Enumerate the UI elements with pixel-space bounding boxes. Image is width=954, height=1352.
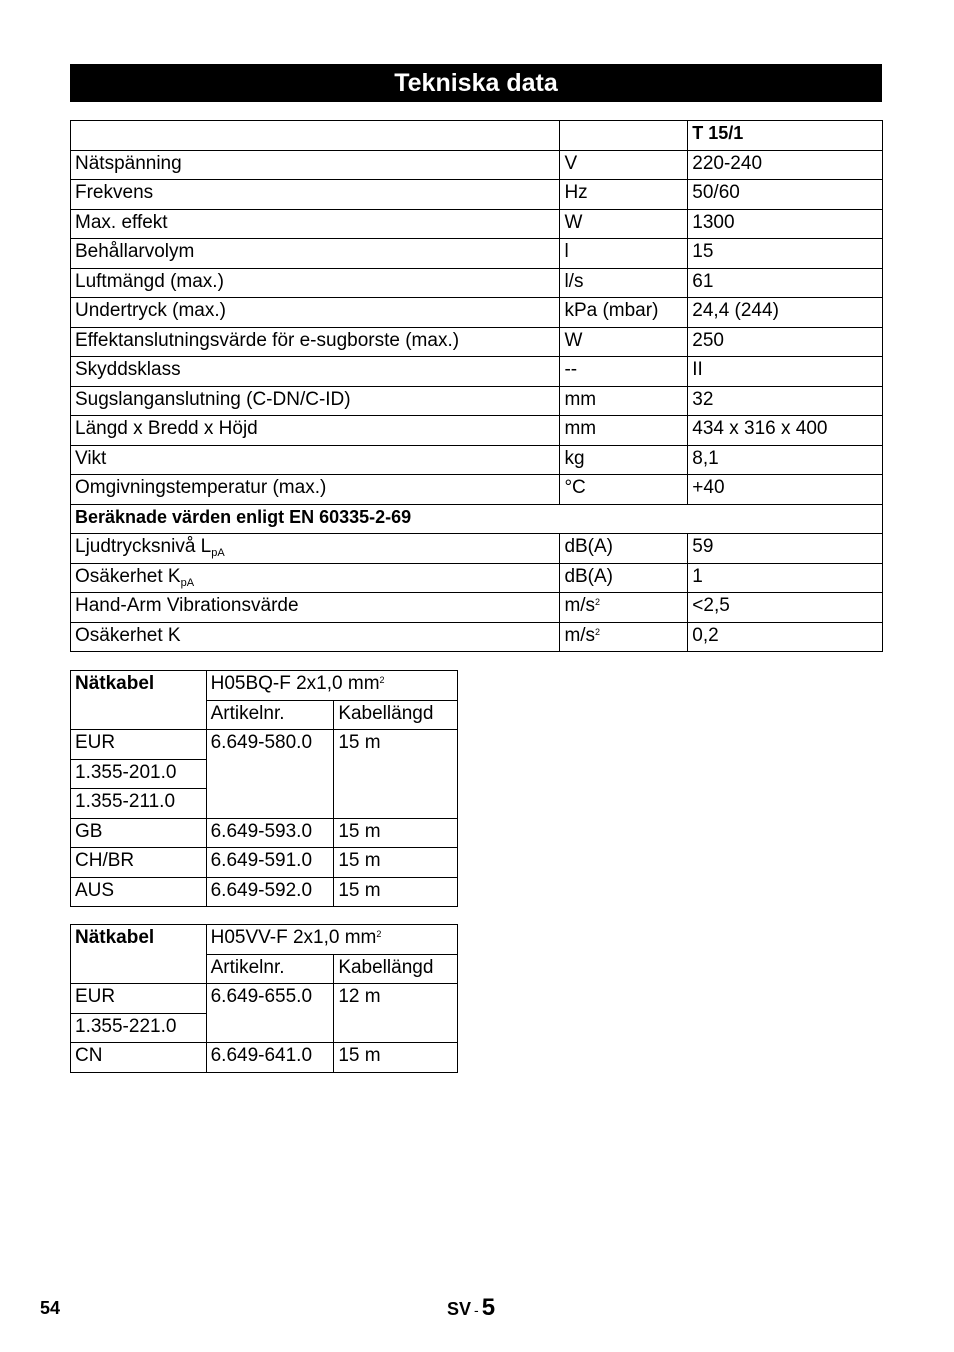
spec-row bbox=[71, 327, 883, 357]
cable-label: Nätkabel bbox=[71, 925, 207, 984]
cable-length: 15 m bbox=[334, 818, 458, 848]
table-row bbox=[71, 877, 458, 907]
spec-row bbox=[71, 386, 883, 416]
spec-value: 220-240 bbox=[688, 150, 883, 180]
power-cable-table-2 bbox=[70, 924, 458, 1073]
spec-value: 250 bbox=[688, 327, 883, 357]
cable-region: 1.355-221.0 bbox=[71, 1013, 207, 1043]
cable-region: GB bbox=[71, 818, 207, 848]
spec-header-empty bbox=[71, 121, 560, 151]
cable-article: 6.649-580.0 bbox=[206, 730, 334, 819]
cable-region: CN bbox=[71, 1043, 207, 1073]
measured-label: Hand-Arm Vibrationsvärde bbox=[71, 593, 560, 623]
spec-unit: -- bbox=[560, 357, 688, 387]
spec-unit: mm bbox=[560, 416, 688, 446]
spec-header-empty-unit bbox=[560, 121, 688, 151]
cable-type: H05BQ-F 2x1,0 $mm^2$ bbox=[206, 671, 457, 701]
spec-value: 32 bbox=[688, 386, 883, 416]
column-header-article: Artikelnr. bbox=[206, 700, 334, 730]
measured-value: 1 bbox=[688, 563, 883, 593]
spec-unit: kg bbox=[560, 445, 688, 475]
spec-unit: l bbox=[560, 239, 688, 269]
superscript: 2 bbox=[595, 626, 601, 637]
section-number: 5 bbox=[481, 1294, 496, 1321]
section-heading: Beräknade värden enligt EN 60335-2-69 bbox=[71, 504, 883, 534]
spec-unit: W bbox=[560, 209, 688, 239]
subscript: pA bbox=[180, 576, 195, 589]
page-number: 54 bbox=[40, 1298, 61, 1318]
cable-region: EUR bbox=[71, 730, 207, 760]
cable-article: 6.649-593.0 bbox=[206, 818, 334, 848]
cable-length: 12 m bbox=[334, 984, 458, 1043]
superscript: 2 bbox=[379, 675, 385, 685]
cable-length: 15 m bbox=[334, 848, 458, 878]
column-header-length: Kabellängd bbox=[334, 954, 458, 984]
spec-label: Undertryck (max.) bbox=[71, 298, 560, 328]
cable-region: EUR bbox=[71, 984, 207, 1014]
spec-row bbox=[71, 268, 883, 298]
separator: - bbox=[474, 1302, 479, 1318]
column-header-article: Artikelnr. bbox=[206, 954, 334, 984]
page-title bbox=[70, 64, 882, 102]
spec-label: Vikt bbox=[71, 445, 560, 475]
spec-label: Längd x Bredd x Höjd bbox=[71, 416, 560, 446]
spec-header-row bbox=[71, 121, 883, 151]
spec-value: 50/60 bbox=[688, 180, 883, 210]
measured-value: <2,5 bbox=[688, 593, 883, 623]
measured-label: Osäkerhet $K_{pA}$ bbox=[71, 563, 560, 593]
spec-unit: kPa (mbar) bbox=[560, 298, 688, 328]
spec-label: Max. effekt bbox=[71, 209, 560, 239]
spec-label: Effektanslutningsvärde för e-sugborste (max.) bbox=[71, 327, 560, 357]
spec-label: Skyddsklass bbox=[71, 357, 560, 387]
spec-value: +40 bbox=[688, 475, 883, 505]
cable-length: 15 m bbox=[334, 877, 458, 907]
spec-value: 24,4 (244) bbox=[688, 298, 883, 328]
spec-label: Frekvens bbox=[71, 180, 560, 210]
spec-label: Omgivningstemperatur (max.) bbox=[71, 475, 560, 505]
measured-unit: $m/s^2$ bbox=[560, 593, 688, 623]
measured-unit: dB(A) bbox=[560, 534, 688, 564]
spec-unit: Hz bbox=[560, 180, 688, 210]
cable-header-row bbox=[71, 671, 458, 701]
measured-label: Osäkerhet K bbox=[71, 622, 560, 652]
spec-label: Luftmängd (max.) bbox=[71, 268, 560, 298]
spec-unit: °C bbox=[560, 475, 688, 505]
spec-unit: V bbox=[560, 150, 688, 180]
section-heading-row bbox=[71, 504, 883, 534]
spec-label: Sugslanganslutning (C-DN/C-ID) bbox=[71, 386, 560, 416]
spec-row bbox=[71, 150, 883, 180]
spec-row bbox=[71, 298, 883, 328]
spec-unit: l/s bbox=[560, 268, 688, 298]
subscript: pA bbox=[211, 547, 225, 559]
cable-header-row bbox=[71, 925, 458, 955]
spec-row bbox=[71, 239, 883, 269]
spec-label: Nätspänning bbox=[71, 150, 560, 180]
page-title-text: Tekniska data bbox=[394, 68, 558, 97]
table-row bbox=[71, 818, 458, 848]
measured-unit: $m/s^2$ bbox=[560, 622, 688, 652]
spec-row bbox=[71, 475, 883, 505]
cable-article: 6.649-641.0 bbox=[206, 1043, 334, 1073]
cable-article: 6.649-591.0 bbox=[206, 848, 334, 878]
measured-label: Ljudtrycksnivå $L_{pA}$ bbox=[71, 534, 560, 564]
power-cable-table-1 bbox=[70, 670, 458, 907]
spec-row bbox=[71, 209, 883, 239]
spec-row bbox=[71, 445, 883, 475]
cable-type: H05VV-F 2x1,0 $mm^2$ bbox=[206, 925, 457, 955]
spec-row bbox=[71, 180, 883, 210]
table-row bbox=[71, 984, 458, 1014]
cable-label: Nätkabel bbox=[71, 671, 207, 730]
cable-length: 15 m bbox=[334, 1043, 458, 1073]
specifications-table bbox=[70, 120, 883, 652]
measured-row bbox=[71, 563, 883, 593]
spec-unit: W bbox=[560, 327, 688, 357]
measured-row bbox=[71, 593, 883, 623]
measured-value: 0,2 bbox=[688, 622, 883, 652]
cable-region: CH/BR bbox=[71, 848, 207, 878]
spec-value: 8,1 bbox=[688, 445, 883, 475]
spec-value: 434 x 316 x 400 bbox=[688, 416, 883, 446]
table-row bbox=[71, 848, 458, 878]
measured-row bbox=[71, 534, 883, 564]
cable-region: 1.355-201.0 bbox=[71, 759, 207, 789]
measured-row bbox=[71, 622, 883, 652]
cable-length: 15 m bbox=[334, 730, 458, 819]
model-name: T 15/1 bbox=[688, 121, 883, 151]
cable-article: 6.649-592.0 bbox=[206, 877, 334, 907]
measured-unit: dB(A) bbox=[560, 563, 688, 593]
measured-value: 59 bbox=[688, 534, 883, 564]
superscript: 2 bbox=[376, 929, 382, 939]
cable-article: 6.649-655.0 bbox=[206, 984, 334, 1043]
spec-value: 15 bbox=[688, 239, 883, 269]
cable-region: AUS bbox=[71, 877, 207, 907]
table-row bbox=[71, 730, 458, 760]
spec-value: II bbox=[688, 357, 883, 387]
spec-value: 61 bbox=[688, 268, 883, 298]
spec-value: 1300 bbox=[688, 209, 883, 239]
superscript: 2 bbox=[595, 597, 601, 607]
column-header-length: Kabellängd bbox=[334, 700, 458, 730]
spec-row bbox=[71, 416, 883, 446]
language-section-marker bbox=[447, 1294, 495, 1322]
spec-label: Behållarvolym bbox=[71, 239, 560, 269]
spec-row bbox=[71, 357, 883, 387]
spec-unit: mm bbox=[560, 386, 688, 416]
language-code: SV bbox=[447, 1299, 472, 1319]
cable-region: 1.355-211.0 bbox=[71, 789, 207, 819]
table-row bbox=[71, 1043, 458, 1073]
